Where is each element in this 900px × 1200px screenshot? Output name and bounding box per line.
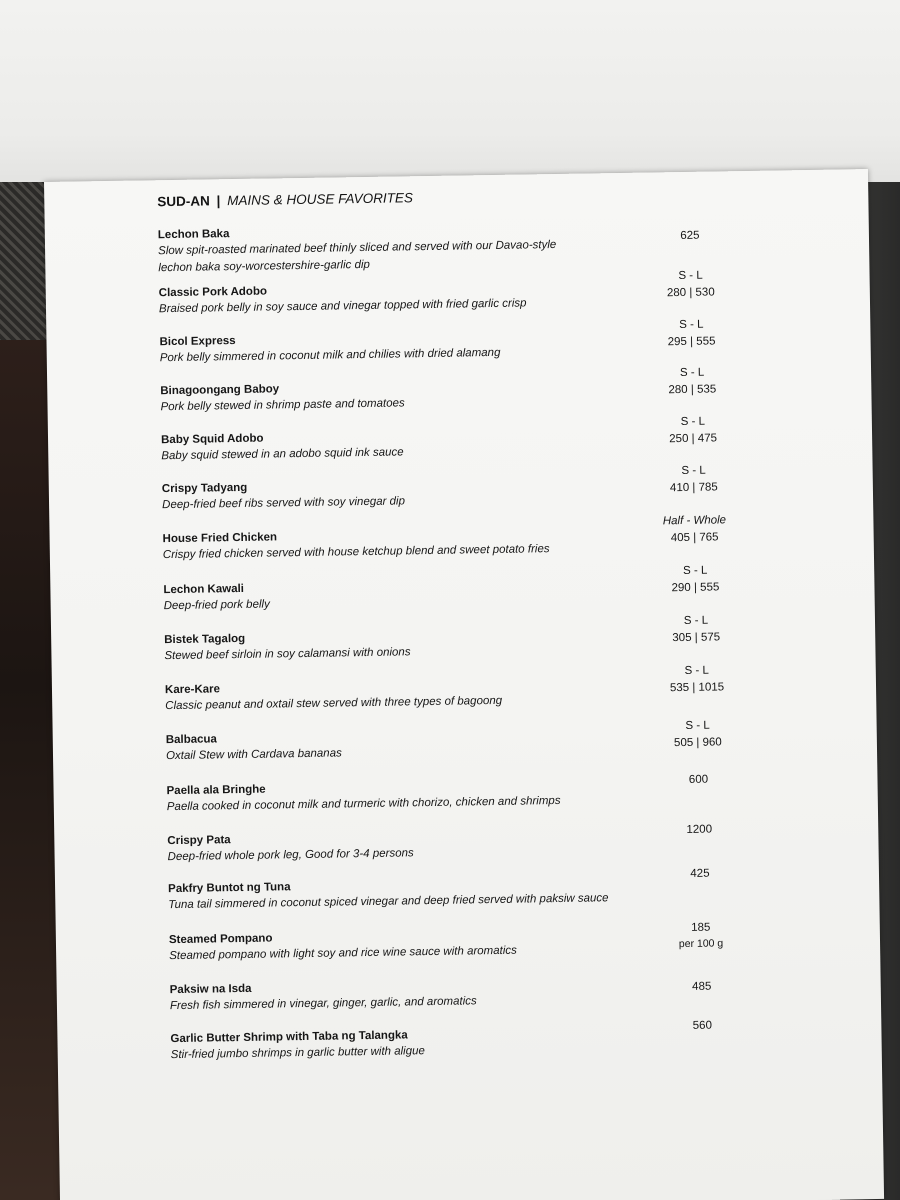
item-name: Kare-Kare — [164, 683, 221, 697]
section-title: MAINS & HOUSE FAVORITES — [227, 190, 414, 209]
item-description: Deep-fried pork belly — [163, 598, 270, 613]
price-value: 280 | 530 — [666, 286, 715, 300]
menu-item — [164, 625, 684, 665]
menu-page — [44, 169, 884, 1200]
size-label: S - L — [679, 318, 704, 332]
price-value: 505 | 960 — [673, 736, 722, 750]
item-name: Binagoongang Baboy — [160, 383, 280, 398]
item-description: Oxtail Stew with Cardava bananas — [165, 747, 342, 763]
item-description: Tuna tail simmered in coconut spiced vinegar and deep fried served with paksiw sauce — [168, 892, 609, 912]
item-price — [629, 512, 760, 548]
size-label: S - L — [683, 614, 709, 628]
item-name: Balbacua — [165, 733, 218, 747]
item-name: Bicol Express — [159, 335, 236, 349]
size-label: Half - Whole — [662, 514, 727, 528]
item-name: Pakfry Buntot ng Tuna — [168, 881, 291, 896]
item-description: Slow spit-roasted marinated beef thinly sliced and served with our Davao-style — [158, 238, 557, 258]
item-price — [631, 612, 762, 648]
item-name: House Fried Chicken — [162, 531, 278, 546]
background-paper — [0, 0, 900, 190]
price-value: 425 — [690, 867, 710, 880]
price-value: 405 | 765 — [670, 531, 719, 545]
header-separator: | — [216, 193, 221, 209]
item-name: Steamed Pompano — [168, 932, 273, 947]
item-price — [636, 919, 766, 952]
price-value: 410 | 785 — [669, 481, 718, 495]
size-label: S - L — [680, 415, 706, 429]
size-label: S - L — [678, 269, 703, 283]
item-description: Paella cooked in coconut milk and turmeric with chorizo, chicken and shrimps — [166, 794, 561, 814]
item-name: Paella ala Bringhe — [166, 783, 266, 798]
item-description: Classic peanut and oxtail stew served with three types of bagoong — [165, 694, 503, 713]
menu-item — [163, 575, 683, 615]
menu-item — [168, 874, 688, 914]
size-label: S - L — [684, 664, 709, 677]
menu-item — [159, 327, 679, 367]
item-description: Stewed beef sirloin in soy calamansi with onions — [164, 646, 411, 663]
menu-header — [157, 190, 413, 209]
menu-item — [159, 278, 679, 318]
price-value: 560 — [692, 1019, 713, 1032]
price-value: 305 | 575 — [672, 631, 721, 645]
item-name: Baby Squid Adobo — [160, 432, 264, 447]
item-description: Pork belly simmered in coconut milk and chilies with dried alamang — [159, 346, 501, 365]
item-price — [627, 364, 758, 400]
price-value: 535 | 1015 — [669, 681, 725, 695]
price-value: 485 — [692, 980, 712, 993]
menu-item — [158, 220, 679, 277]
price-value: 185 — [691, 921, 711, 934]
menu-item — [166, 776, 686, 816]
item-price — [626, 316, 757, 352]
price-value: 1200 — [686, 823, 713, 836]
item-name: Crispy Pata — [167, 834, 231, 848]
menu-item — [166, 725, 686, 765]
item-name: Crispy Tadyang — [161, 481, 248, 496]
item-description: Braised pork belly in soy sauce and vinegar topped with fried garlic crisp — [158, 297, 527, 316]
item-name: Lechon Kawali — [163, 582, 245, 597]
restaurant-name: SUD-AN — [157, 193, 210, 210]
menu-item — [170, 1024, 690, 1064]
item-description: Crispy fried chicken served with house ketchup blend and sweet potato fries — [162, 543, 550, 562]
item-price — [628, 462, 759, 498]
price-value: 280 | 535 — [668, 383, 717, 397]
menu-item — [161, 425, 681, 465]
item-description: lechon baka soy-worcestershire-garlic dip — [158, 258, 371, 275]
item-name: Lechon Baka — [157, 228, 230, 242]
item-price — [637, 978, 767, 997]
price-value: 625 — [680, 229, 700, 243]
menu-item — [169, 925, 689, 965]
price-unit: per 100 g — [678, 937, 724, 951]
size-label: S - L — [682, 564, 708, 578]
item-description: Deep-fried whole pork leg, Good for 3-4 persons — [167, 847, 414, 864]
item-description: Steamed pompano with light soy and rice wine sauce with aromatics — [169, 944, 517, 963]
item-price — [634, 821, 764, 840]
item-price — [633, 717, 764, 753]
item-name: Bistek Tagalog — [164, 632, 246, 647]
menu-item — [163, 524, 683, 564]
menu-item — [162, 474, 682, 514]
item-price — [637, 1017, 767, 1036]
size-label: S - L — [685, 719, 710, 732]
item-price — [632, 662, 763, 698]
item-name: Paksiw na Isda — [169, 982, 252, 997]
item-description: Fresh fish simmered in vinegar, ginger, garlic, and aromatics — [169, 995, 477, 1013]
price-value: 250 | 475 — [669, 432, 718, 446]
item-price — [625, 227, 755, 246]
price-value: 600 — [688, 773, 709, 786]
item-description: Stir-fried jumbo shrimps in garlic butter with aligue — [170, 1045, 425, 1062]
item-description: Baby squid stewed in an adobo squid ink sauce — [161, 446, 404, 463]
item-price — [625, 267, 756, 303]
menu-item — [165, 675, 685, 715]
item-price — [628, 413, 759, 449]
menu-item — [170, 975, 690, 1015]
price-value: 290 | 555 — [671, 581, 720, 595]
menu-item — [160, 376, 680, 416]
item-description: Deep-fried beef ribs served with soy vinegar dip — [161, 495, 406, 512]
item-name: Garlic Butter Shrimp with Taba ng Talangka — [170, 1029, 408, 1046]
item-price — [630, 562, 761, 598]
menu-item — [167, 826, 687, 866]
item-name: Classic Pork Adobo — [158, 285, 268, 300]
price-value: 295 | 555 — [667, 335, 716, 349]
item-description: Pork belly stewed in shrimp paste and tomatoes — [160, 397, 405, 414]
size-label: S - L — [681, 464, 706, 478]
item-price — [635, 865, 765, 884]
item-price — [633, 771, 763, 790]
size-label: S - L — [679, 366, 705, 380]
